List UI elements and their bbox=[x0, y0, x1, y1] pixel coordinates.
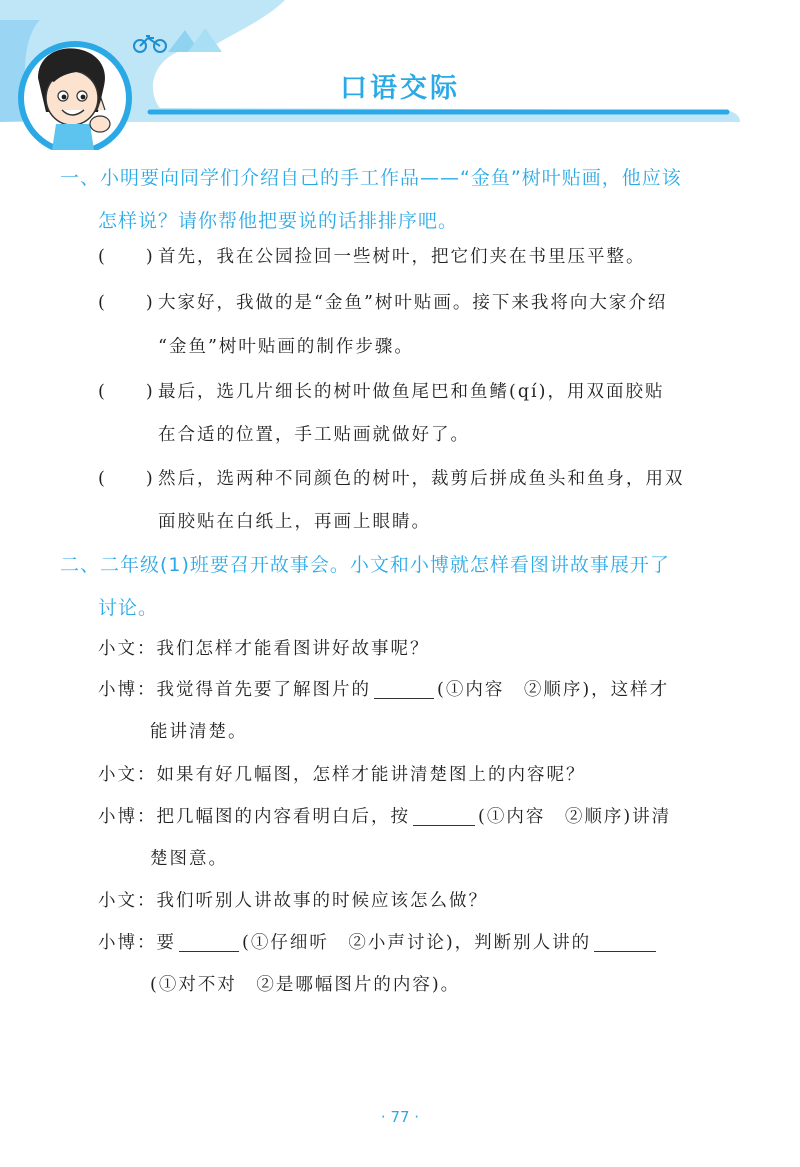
ordering-item-3-cont: 在合适的位置，手工贴画就做好了。 bbox=[158, 425, 470, 445]
ordering-item-2 bbox=[98, 282, 667, 325]
question-2-prompt bbox=[60, 544, 750, 630]
question-2-prompt-line1: 二、二年级(1)班要召开故事会。小文和小博就怎样看图讲故事展开了 bbox=[60, 554, 670, 576]
header-banner bbox=[0, 0, 800, 150]
dialogue-text: 小博：要 bbox=[98, 933, 176, 953]
answer-blank[interactable] bbox=[374, 676, 434, 699]
ordering-item-2-cont: “金鱼”树叶贴画的制作步骤。 bbox=[158, 337, 414, 357]
ordering-item-text: 然后，选两种不同颜色的树叶，裁剪后拼成鱼头和鱼身，用双 bbox=[158, 469, 685, 489]
ordering-item-text: 首先，我在公园捡回一些树叶，把它们夹在书里压平整。 bbox=[158, 247, 646, 267]
ordering-item-text: 最后，选几片细长的树叶做鱼尾巴和鱼鳍(qí)，用双面胶贴 bbox=[158, 382, 665, 402]
ordering-item-4-cont: 面胶贴在白纸上，再画上眼睛。 bbox=[158, 512, 431, 532]
dialogue-line-3: 小文：如果有好几幅图，怎样才能讲清楚图上的内容呢？ bbox=[98, 765, 586, 785]
dialogue-text: 小博：把几幅图的内容看明白后，按 bbox=[98, 807, 410, 827]
ordering-item-1 bbox=[98, 236, 646, 279]
question-1-prompt-line2: 怎样说？请你帮他把要说的话排排序吧。 bbox=[98, 210, 459, 232]
question-1-prompt-line1: 一、小明要向同学们介绍自己的手工作品——“金鱼”树叶贴画，他应该 bbox=[60, 167, 682, 189]
dialogue-text: 小博：我觉得首先要了解图片的 bbox=[98, 680, 371, 700]
dialogue-text: (①仔细听 ②小声讨论)，判断别人讲的 bbox=[242, 933, 592, 953]
answer-blank[interactable] bbox=[179, 929, 239, 952]
dialogue-text: (①内容 ②顺序)，这样才 bbox=[437, 680, 670, 700]
page-title: 口语交际 bbox=[340, 73, 460, 104]
ordering-item-text: 大家好，我做的是“金鱼”树叶贴画。接下来我将向大家介绍 bbox=[158, 293, 668, 313]
ordering-item-4 bbox=[98, 458, 685, 501]
dialogue-line-4 bbox=[98, 796, 671, 839]
dialogue-line-5: 小文：我们听别人讲故事的时候应该怎么做？ bbox=[98, 891, 488, 911]
dialogue-line-2-cont: 能讲清楚。 bbox=[150, 722, 248, 742]
dialogue-line-1: 小文：我们怎样才能看图讲好故事呢？ bbox=[98, 639, 430, 659]
dialogue-line-2 bbox=[98, 669, 669, 712]
answer-paren[interactable]: ( ) bbox=[98, 247, 155, 267]
ordering-item-3 bbox=[98, 371, 664, 414]
dialogue-line-4-cont: 楚图意。 bbox=[150, 849, 228, 869]
answer-paren[interactable]: ( ) bbox=[98, 293, 155, 313]
page-number: · 77 · bbox=[380, 1108, 420, 1126]
answer-blank[interactable] bbox=[413, 803, 475, 826]
answer-paren[interactable]: ( ) bbox=[98, 469, 155, 489]
dialogue-line-6 bbox=[98, 922, 659, 965]
answer-blank[interactable] bbox=[594, 929, 656, 952]
dialogue-text: (①内容 ②顺序)讲清 bbox=[478, 807, 672, 827]
dialogue-line-6-cont: (①对不对 ②是哪幅图片的内容)。 bbox=[150, 975, 461, 995]
answer-paren[interactable]: ( ) bbox=[98, 382, 155, 402]
question-2-prompt-line2: 讨论。 bbox=[98, 597, 159, 619]
question-1-prompt bbox=[60, 157, 750, 243]
